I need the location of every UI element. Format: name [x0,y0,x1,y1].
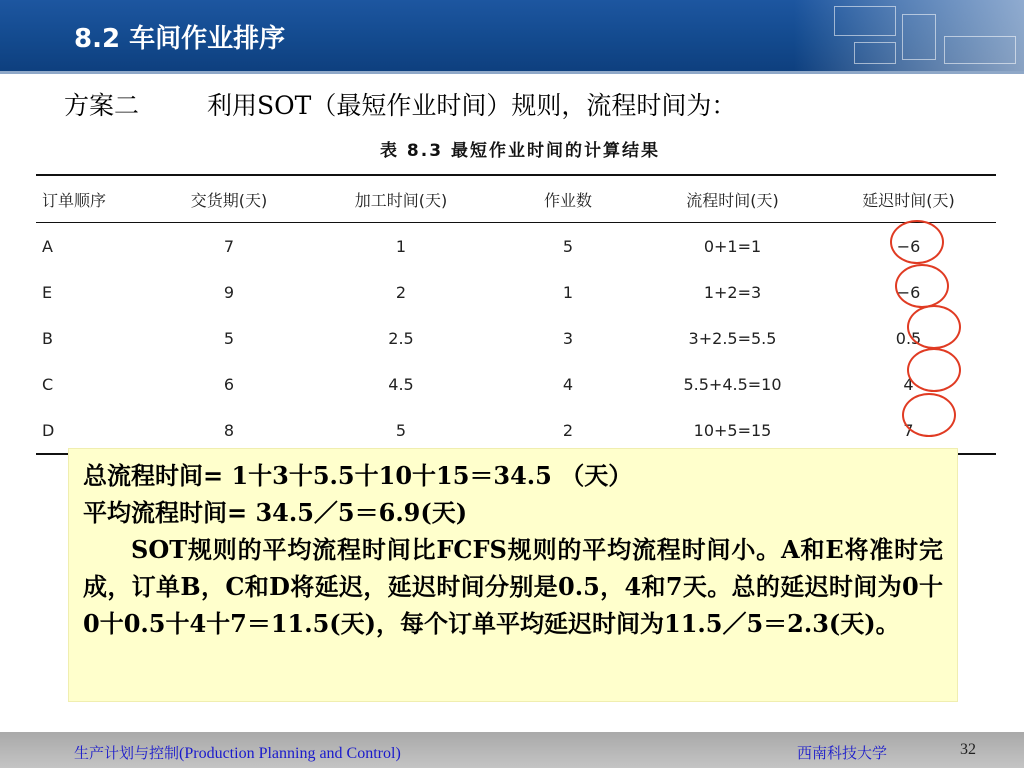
cell-jobs: 2 [492,407,644,454]
highlight-circle [907,305,961,349]
table-caption: 表 8.3 最短作业时间的计算结果 [380,141,660,161]
cell-due: 5 [223,328,235,348]
highlight-circle [902,393,956,437]
cell-flow: 10+5=15 [644,407,821,454]
col-order: 订单顺序 [36,175,148,223]
header-bar [0,0,1024,72]
cell-process: 1 [395,236,407,256]
table-row [36,223,996,270]
col-jobs: 作业数 [492,175,644,223]
cell-jobs: 3 [562,328,574,348]
footer-course [74,742,401,763]
cell-due: 6 [223,374,235,394]
summary-note [68,448,958,702]
highlight-circle [895,264,949,308]
sot-result-table [36,174,996,455]
cell-jobs: 4 [562,374,574,394]
cell-process: 5 [310,407,492,454]
highlight-circle [890,220,944,264]
cell-jobs: 1 [562,282,574,302]
cell-order: D [36,407,148,454]
table-row [36,361,996,407]
col-delay: 延迟时间(天) [821,175,996,223]
page-number: 32 [960,741,976,758]
cell-due: 7 [223,236,235,256]
table-row [36,407,996,454]
cell-process: 2 [395,282,407,302]
col-process: 加工时间(天) [310,175,492,223]
cell-order: A [42,236,53,256]
cell-jobs: 5 [562,236,574,256]
cell-flow: 0+1=1 [703,236,762,256]
cell-delay: 7 [821,407,996,454]
cell-flow: 3+2.5=5.5 [688,328,777,348]
footer-bar [0,732,1024,768]
cell-flow: 1+2=3 [703,282,762,302]
course-name-en: (Production Planning and Control) [179,745,401,762]
scheme-label: 方案二 [64,91,140,120]
cell-flow: 5.5+4.5=10 [683,374,782,394]
slide-title: 8.2 车间作业排序 [74,24,286,54]
scheme-heading [64,86,736,122]
header-decoration [794,0,1024,72]
col-due: 交货期(天) [148,175,310,223]
highlight-circle [907,348,961,392]
cell-order: E [42,282,53,302]
scheme-text: 利用SOT（最短作业时间）规则，流程时间为： [207,91,737,120]
header-stripe [0,71,1024,74]
cell-delay: −6 [896,282,921,302]
cell-due: 8 [148,407,310,454]
cell-process: 2.5 [388,328,414,348]
cell-delay: 4 [903,374,914,394]
footer-school: 西南科技大学 [797,744,888,762]
cell-delay: −6 [896,236,921,256]
cell-process: 4.5 [388,374,414,394]
note-total-flow: 总流程时间= 1十3十5.5十10十15＝34.5 （天） [83,461,633,490]
table-row [36,269,996,315]
note-paragraph: SOT规则的平均流程时间比FCFS规则的平均流程时间小。A和E将准时完成，订单B，C和D将延迟，延迟时间分别是0.5，4和7天。总的延迟时间为0十0十0.5十4十7＝11.5(天)，每个订单平均延迟时间为11.5／5＝2.3(天)。 [83,535,943,638]
col-flow: 流程时间(天) [644,175,821,223]
table-header-row [36,175,996,223]
note-avg-flow: 平均流程时间= 34.5／5＝6.9(天) [83,498,468,527]
cell-delay: 0.5 [895,328,922,348]
course-name-cn: 生产计划与控制 [74,744,180,762]
cell-order: B [42,328,53,348]
table-row [36,315,996,361]
cell-due: 9 [223,282,235,302]
cell-order: C [42,374,54,394]
